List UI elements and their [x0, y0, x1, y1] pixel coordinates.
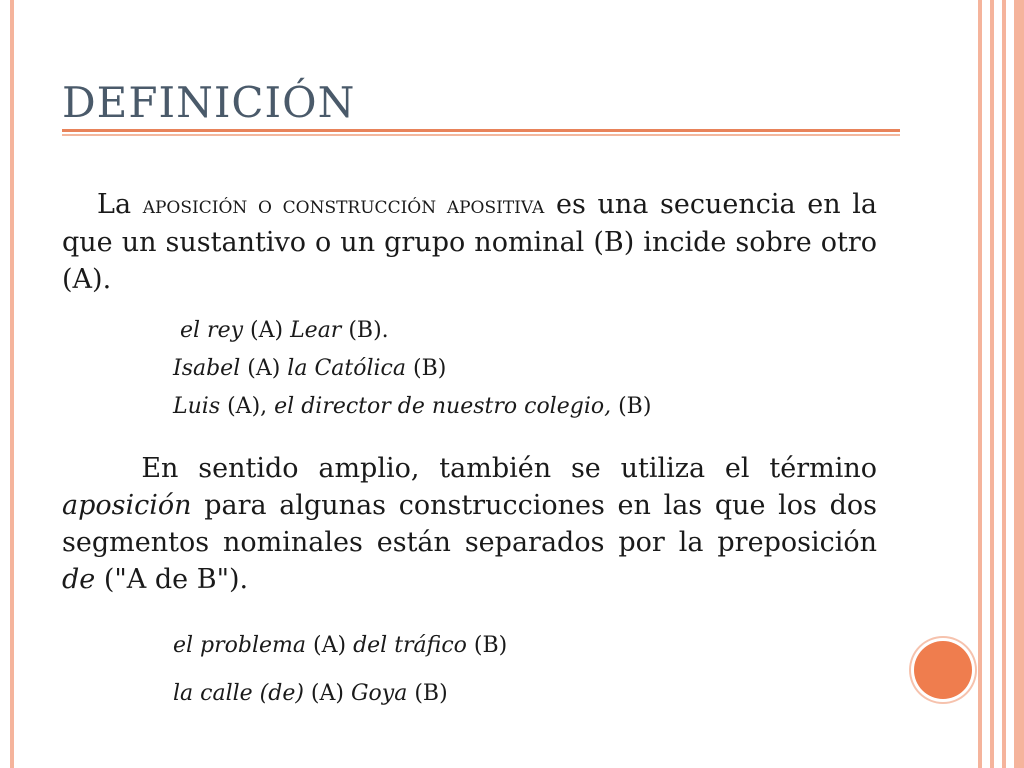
title-underline-thin — [62, 134, 900, 136]
title-underline — [62, 129, 900, 132]
example-b: Goya — [350, 681, 408, 706]
definition-term: aposición o construcción apositiva — [142, 191, 545, 219]
broad-part1: En sentido amplio, también se utiliza el término — [141, 453, 877, 484]
example-line — [173, 679, 448, 709]
example-a: el problema — [173, 633, 307, 658]
broad-term: aposición — [62, 490, 192, 521]
example-b-label: (B) — [407, 681, 448, 706]
frame-stripe-right — [990, 0, 994, 768]
definition-paragraph — [62, 186, 877, 298]
example-b-label: (B) — [466, 633, 508, 658]
example-line — [173, 354, 446, 384]
definition-lead: La — [97, 189, 143, 220]
frame-stripe-right — [1014, 0, 1024, 768]
broad-part3: ("A de B"). — [95, 564, 249, 595]
example-a: Isabel — [173, 356, 241, 381]
broad-sense-paragraph — [62, 450, 877, 598]
broad-prep: de — [62, 564, 96, 595]
example-a-label: (A), — [220, 394, 275, 419]
example-a-label: (A) — [306, 633, 354, 658]
example-b: la Católica — [287, 356, 406, 381]
frame-stripe-left — [10, 0, 14, 768]
example-a-label: (A) — [243, 318, 291, 343]
example-line — [173, 392, 651, 422]
example-b-label: (B). — [341, 318, 389, 343]
definition-rest: es una secuencia en la que un sustantivo o un grupo nominal (B) incide sobre otro (A). — [62, 189, 878, 295]
frame-stripe-right — [978, 0, 982, 768]
example-b: del tráfico — [353, 633, 467, 658]
example-b: Lear — [290, 318, 342, 343]
example-b-label: (B) — [611, 394, 652, 419]
example-a: Luis — [173, 394, 221, 419]
example-a-label: (A) — [303, 681, 351, 706]
example-line — [180, 316, 389, 346]
example-a: la calle (de) — [173, 681, 304, 706]
decorative-circle — [914, 641, 972, 699]
broad-part2: para algunas construcciones en las que los dos segmentos nominales están separados por la preposición — [62, 490, 877, 558]
example-b-label: (B) — [406, 356, 447, 381]
example-a: el rey — [180, 318, 244, 343]
example-a-label: (A) — [240, 356, 288, 381]
frame-stripe-right — [1002, 0, 1006, 768]
example-b: el director de nuestro colegio, — [274, 394, 612, 419]
example-line — [173, 631, 507, 661]
slide-title: DEFINICIÓN — [62, 78, 356, 127]
